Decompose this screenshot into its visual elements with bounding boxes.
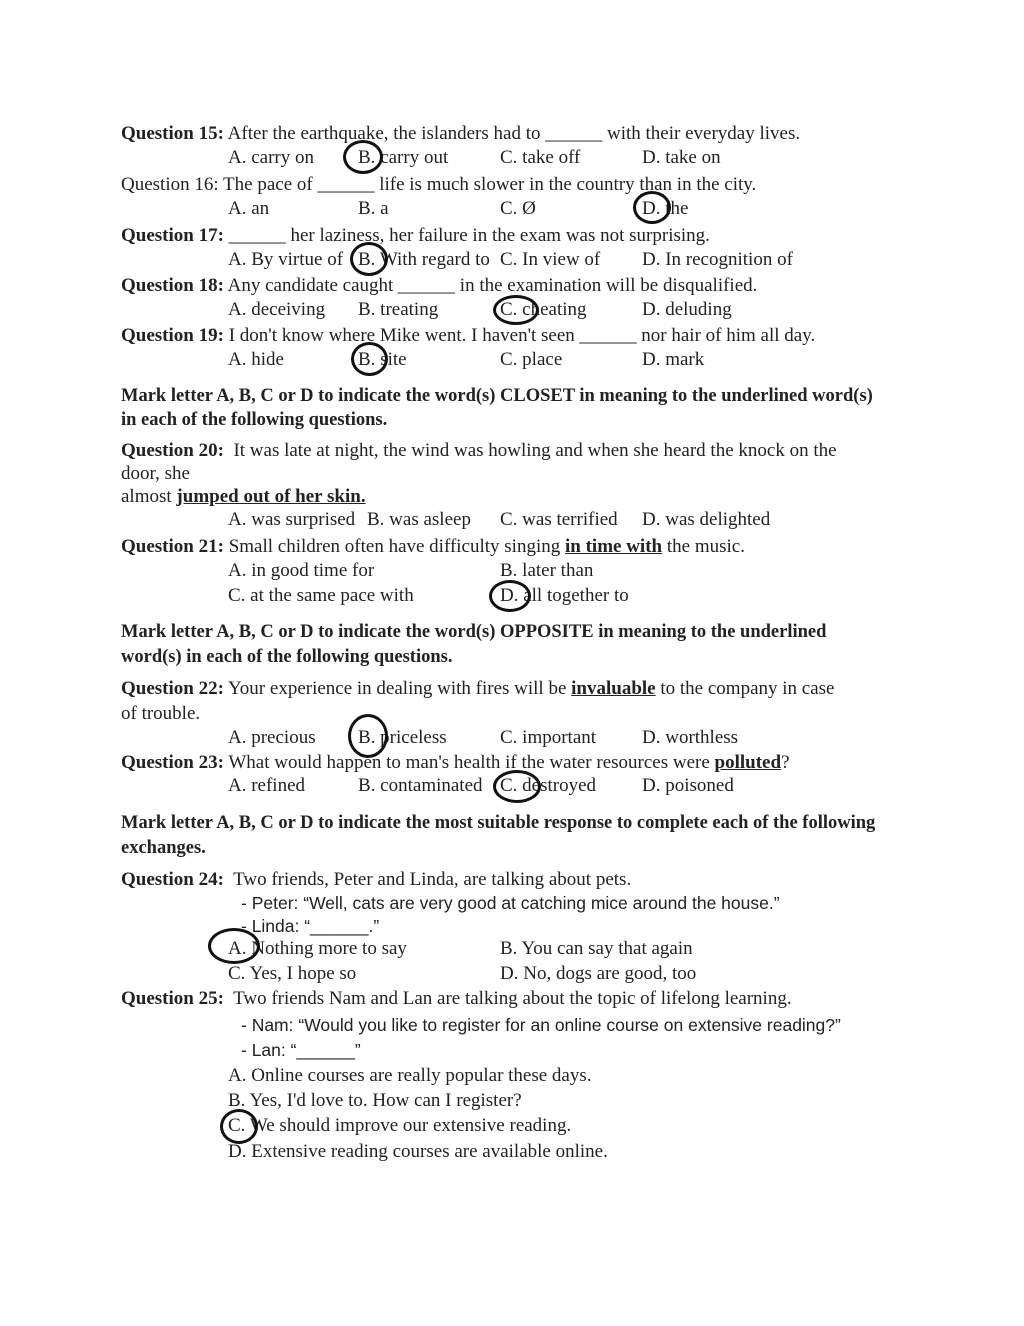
q18-label: Question 18: bbox=[121, 275, 224, 296]
q24-linda-line: - Linda: “______.” bbox=[241, 916, 380, 936]
q22-option-b[interactable]: B. priceless bbox=[358, 727, 447, 748]
q16-option-c[interactable]: C. Ø bbox=[500, 198, 536, 219]
q21-option-d[interactable]: D. all together to bbox=[500, 585, 629, 606]
q22-text-pre: Your experience in dealing with fires will be bbox=[227, 678, 567, 699]
q25-label: Question 25: bbox=[121, 988, 224, 1009]
q23-label: Question 23: bbox=[121, 752, 224, 773]
q20-option-a[interactable]: A. was surprised bbox=[228, 509, 356, 530]
q23-option-a[interactable]: A. refined bbox=[228, 775, 306, 796]
q24-option-b[interactable]: B. You can say that again bbox=[500, 938, 693, 959]
q21-label: Question 21: bbox=[121, 536, 224, 557]
q22-label: Question 22: bbox=[121, 678, 224, 699]
q21-text-pre: Small children often have difficulty singing bbox=[228, 536, 561, 557]
section-heading-opposite-line2: word(s) in each of the following questions. bbox=[121, 647, 453, 667]
q18-option-d[interactable]: D. deluding bbox=[642, 299, 732, 320]
q21-underlined-phrase: in time with bbox=[565, 536, 663, 557]
q23-underlined-word: polluted bbox=[714, 752, 782, 773]
q23-text-pre: What would happen to man's health if the water resources were bbox=[228, 752, 710, 773]
q20-underlined-phrase: jumped out of her skin. bbox=[176, 486, 366, 507]
q21-option-b[interactable]: B. later than bbox=[500, 560, 594, 581]
q22-text2: of trouble. bbox=[121, 703, 201, 724]
q15-label: Question 15: bbox=[121, 123, 224, 144]
q24-option-a[interactable]: A. Nothing more to say bbox=[228, 938, 407, 959]
q18-stem bbox=[121, 275, 757, 297]
q15-option-c[interactable]: C. take off bbox=[500, 147, 581, 168]
q21-stem bbox=[121, 536, 745, 558]
q17-option-c[interactable]: C. In view of bbox=[500, 249, 601, 270]
q17-label: Question 17: bbox=[121, 225, 224, 246]
q25-text: Two friends Nam and Lan are talking about the topic of lifelong learning. bbox=[233, 988, 792, 1009]
q20-option-b[interactable]: B. was asleep bbox=[367, 509, 471, 530]
q15-option-b[interactable]: B. carry out bbox=[358, 147, 449, 168]
q20-option-c[interactable]: C. was terrified bbox=[500, 509, 618, 530]
q23-option-c[interactable]: C. destroyed bbox=[500, 775, 597, 796]
q19-text: I don't know where Mike went. I haven't seen ______ nor hair of him all day. bbox=[228, 325, 816, 346]
q24-peter-line: - Peter: “Well, cats are very good at catching mice around the house.” bbox=[241, 893, 780, 913]
q23-stem bbox=[121, 752, 790, 774]
q24-option-c[interactable]: C. Yes, I hope so bbox=[228, 963, 357, 984]
q16-stem: Question 16: The pace of ______ life is much slower in the country than in the city. bbox=[121, 174, 757, 195]
q19-stem bbox=[121, 325, 815, 347]
q18-option-a[interactable]: A. deceiving bbox=[228, 299, 326, 320]
q24-stem bbox=[121, 869, 631, 891]
q16-option-a[interactable]: A. an bbox=[228, 198, 270, 219]
q20-label: Question 20: bbox=[121, 440, 224, 461]
section-heading-response-line2: exchanges. bbox=[121, 838, 206, 858]
q25-option-c[interactable]: C. We should improve our extensive reading. bbox=[228, 1115, 572, 1136]
q20-option-d[interactable]: D. was delighted bbox=[642, 509, 771, 530]
q21-text-post: the music. bbox=[666, 536, 745, 557]
q23-option-d[interactable]: D. poisoned bbox=[642, 775, 734, 796]
q19-label: Question 19: bbox=[121, 325, 224, 346]
q19-option-b[interactable]: B. site bbox=[358, 349, 407, 370]
q25-lan-line: - Lan: “______” bbox=[241, 1040, 361, 1060]
q17-text: ______ her laziness, her failure in the exam was not surprising. bbox=[228, 225, 710, 246]
q25-option-b[interactable]: B. Yes, I'd love to. How can I register? bbox=[228, 1090, 522, 1111]
q24-label: Question 24: bbox=[121, 869, 224, 890]
q16-option-d[interactable]: D. the bbox=[642, 198, 689, 219]
q25-nam-line: - Nam: “Would you like to register for an online course on extensive reading?” bbox=[241, 1015, 841, 1035]
q20-text2: door, she bbox=[121, 463, 190, 484]
q15-text: After the earthquake, the islanders had to ______ with their everyday lives. bbox=[227, 123, 801, 144]
q20-stem bbox=[121, 440, 837, 462]
q22-option-d[interactable]: D. worthless bbox=[642, 727, 739, 748]
q17-stem bbox=[121, 225, 710, 247]
q23-text-post: ? bbox=[781, 752, 790, 773]
q15-option-a[interactable]: A. carry on bbox=[228, 147, 314, 168]
q20-text1: It was late at night, the wind was howling and when she heard the knock on the bbox=[233, 440, 837, 461]
q17-option-a[interactable]: A. By virtue of bbox=[228, 249, 344, 270]
q18-option-c[interactable]: C. cheating bbox=[500, 299, 587, 320]
q15-option-d[interactable]: D. take on bbox=[642, 147, 721, 168]
q17-option-b[interactable]: B. With regard to bbox=[358, 249, 490, 270]
q22-option-c[interactable]: C. important bbox=[500, 727, 597, 748]
q19-option-c[interactable]: C. place bbox=[500, 349, 563, 370]
q25-option-a[interactable]: A. Online courses are really popular these days. bbox=[228, 1065, 592, 1086]
q25-option-d[interactable]: D. Extensive reading courses are available online. bbox=[228, 1141, 608, 1162]
q21-option-a[interactable]: A. in good time for bbox=[228, 560, 375, 581]
q22-stem bbox=[121, 678, 834, 700]
q23-option-b[interactable]: B. contaminated bbox=[358, 775, 483, 796]
q18-option-b[interactable]: B. treating bbox=[358, 299, 439, 320]
q22-underlined-word: invaluable bbox=[571, 678, 656, 699]
section-heading-closest-line2: in each of the following questions. bbox=[121, 410, 388, 430]
section-heading-closest-line1: Mark letter A, B, C or D to indicate the word(s) CLOSET in meaning to the underlined word(s) bbox=[121, 386, 873, 406]
q24-text: Two friends, Peter and Linda, are talking about pets. bbox=[233, 869, 632, 890]
q19-option-d[interactable]: D. mark bbox=[642, 349, 705, 370]
q22-option-a[interactable]: A. precious bbox=[228, 727, 316, 748]
section-heading-opposite-line1: Mark letter A, B, C or D to indicate the word(s) OPPOSITE in meaning to the underlined bbox=[121, 622, 827, 642]
q20-line3 bbox=[121, 486, 366, 508]
q19-option-a[interactable]: A. hide bbox=[228, 349, 284, 370]
q15-stem bbox=[121, 123, 800, 145]
q16-option-b[interactable]: B. a bbox=[358, 198, 389, 219]
q17-option-d[interactable]: D. In recognition of bbox=[642, 249, 793, 270]
section-heading-response-line1: Mark letter A, B, C or D to indicate the most suitable response to complete each of the following bbox=[121, 813, 876, 833]
q21-option-c[interactable]: C. at the same pace with bbox=[228, 585, 414, 606]
q18-text: Any candidate caught ______ in the examination will be disqualified. bbox=[227, 275, 758, 296]
q25-stem bbox=[121, 988, 792, 1010]
q24-option-d[interactable]: D. No, dogs are good, too bbox=[500, 963, 697, 984]
q22-text-post: to the company in case bbox=[660, 678, 835, 699]
q20-text3: almost bbox=[121, 486, 172, 507]
